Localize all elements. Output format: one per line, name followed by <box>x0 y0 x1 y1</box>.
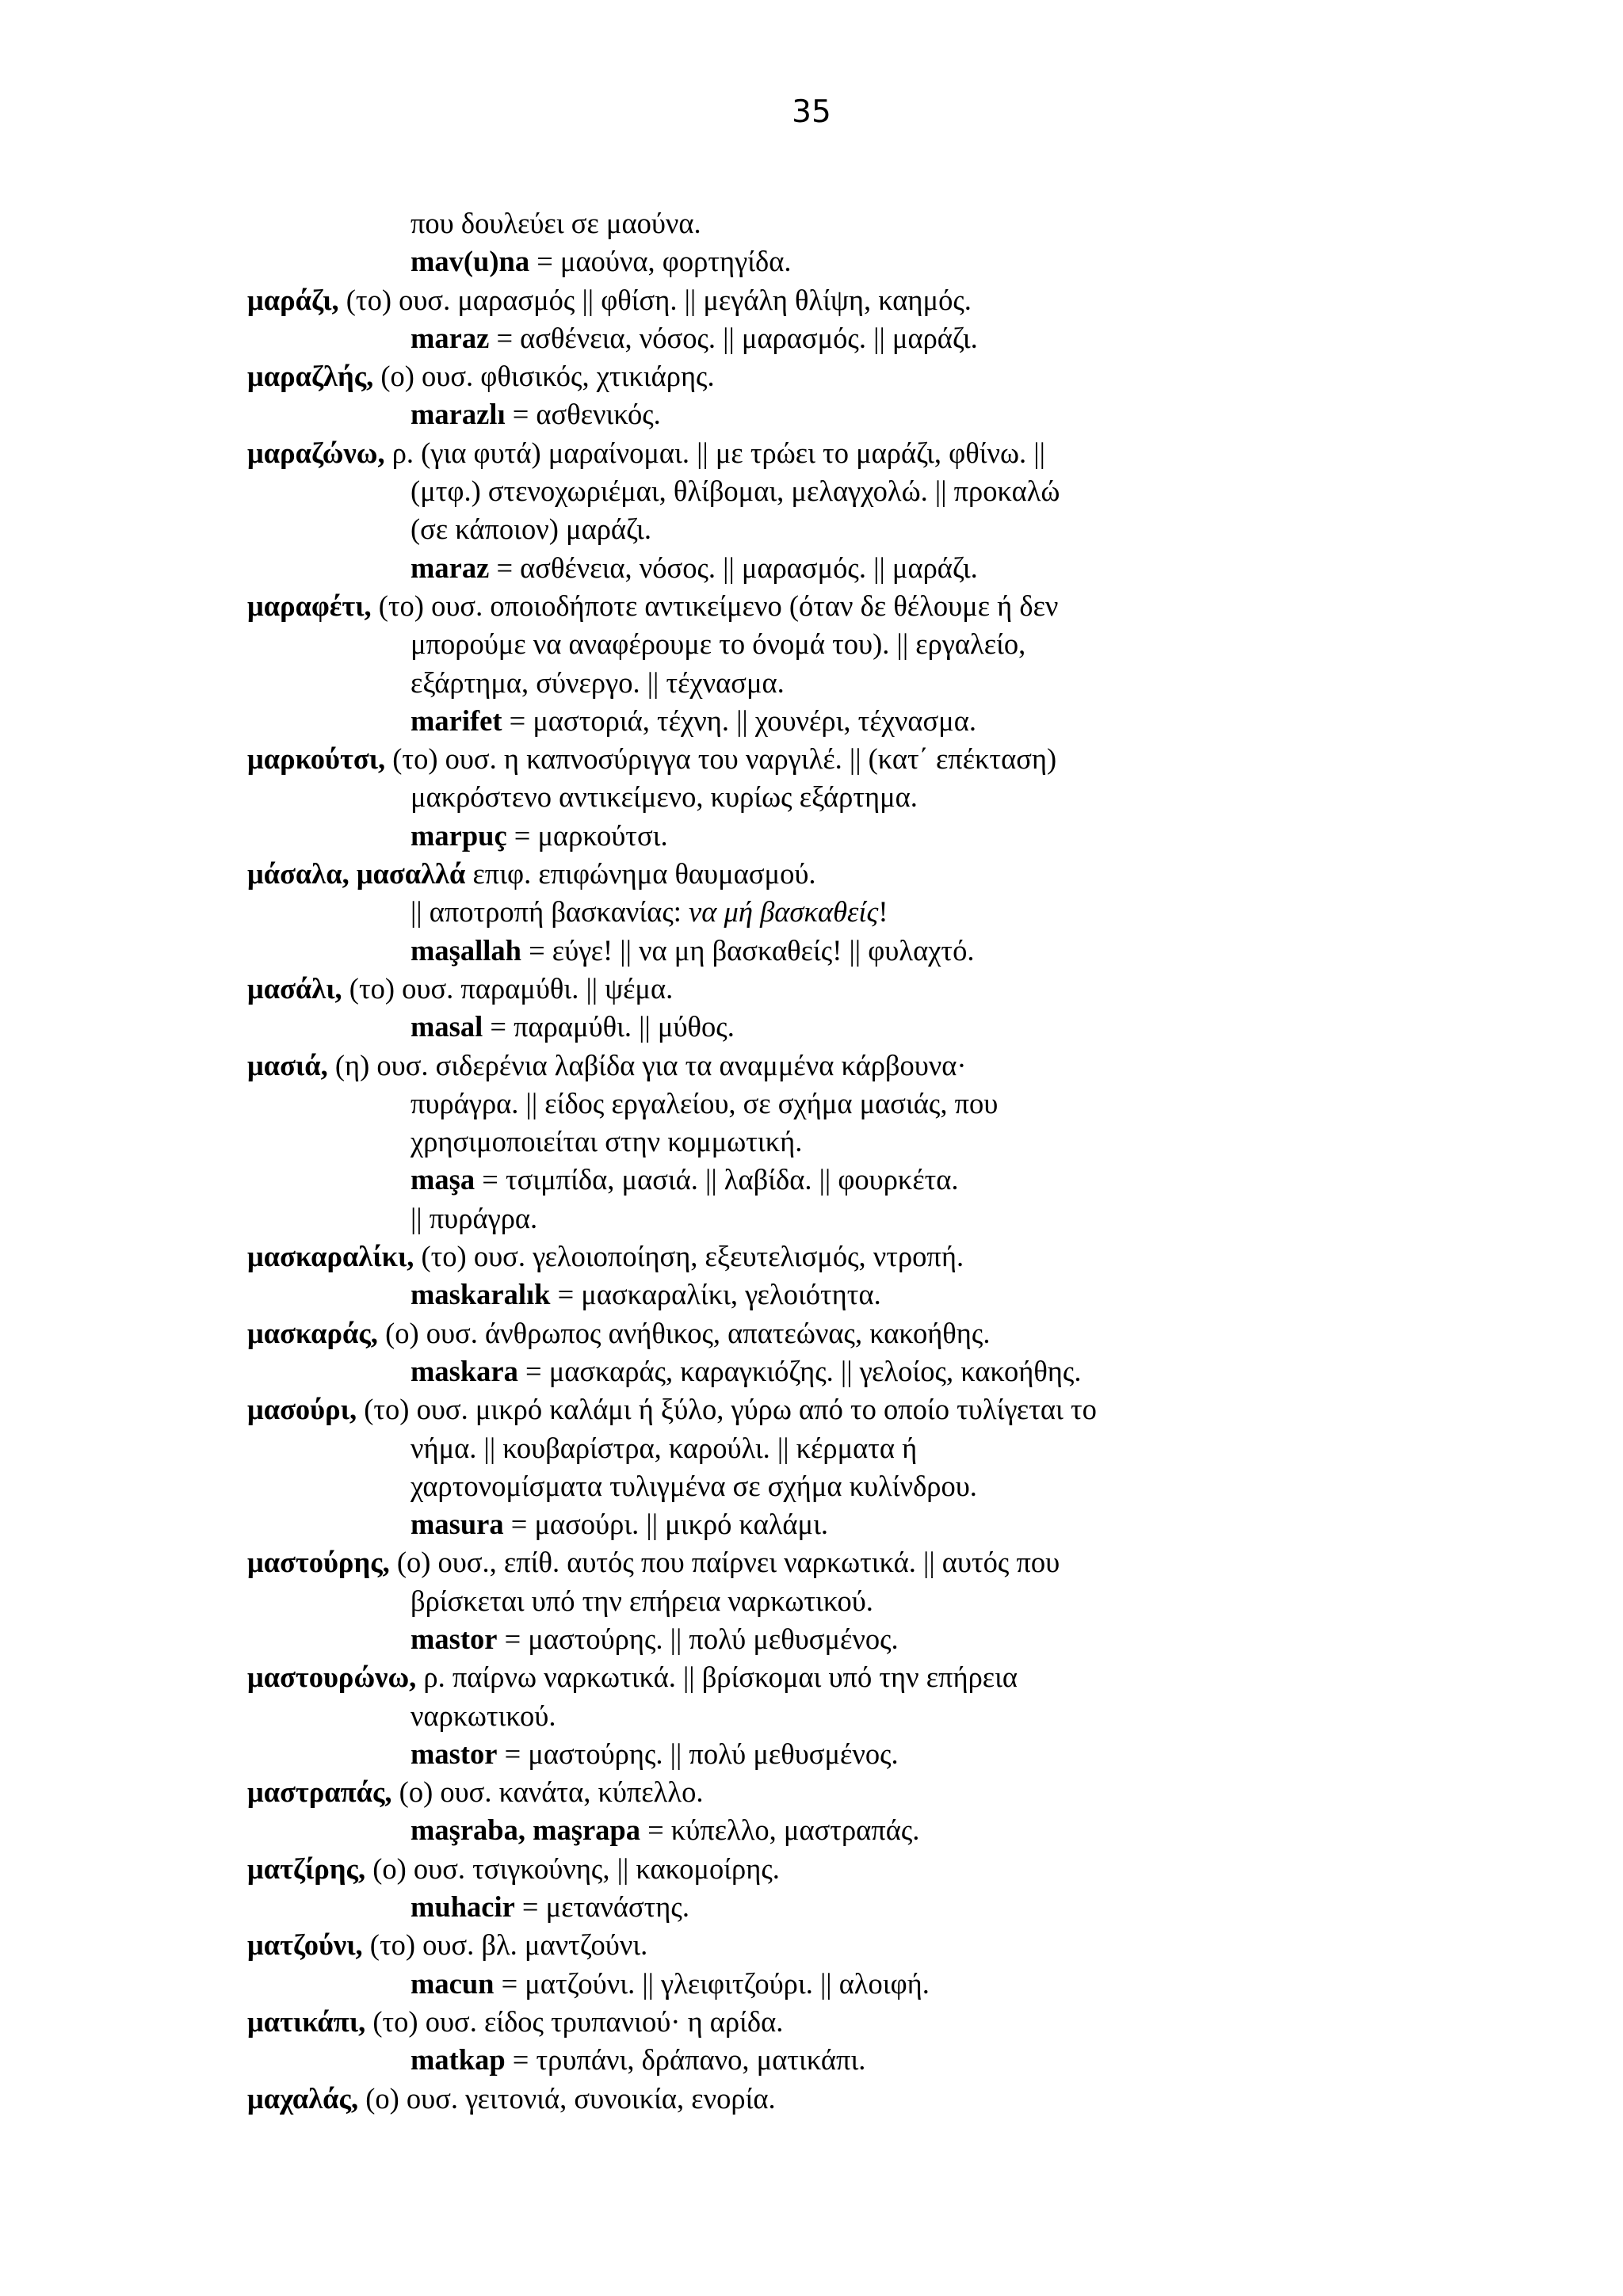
definition-text: (το) ουσ. μικρό καλάμι ή ξύλο, γύρω από το οποίο τυλίγεται το <box>357 1393 1097 1426</box>
turkish-term: maskaralık <box>411 1278 551 1311</box>
turkish-term: mastor <box>411 1737 498 1770</box>
entry-line <box>247 434 1515 472</box>
continuation-line <box>247 472 1515 510</box>
turkish-meaning: = τρυπάνι, δράπανο, ματικάπι. <box>505 2043 866 2077</box>
continuation-line <box>247 778 1515 816</box>
turkish-meaning: = τσιμπίδα, μασιά. || λαβίδα. || φουρκέτα. <box>475 1163 959 1196</box>
definition-text: μπορούμε να αναφέρουμε το όνομά του). || εργαλείο, <box>411 627 1026 661</box>
turkish-meaning: = μαστούρης. || πολύ μεθυσμένος. <box>497 1622 899 1655</box>
turkish-meaning: = μασκαράς, καραγκιόζης. || γελοίος, κακοήθης. <box>517 1354 1082 1387</box>
turkish-term: maraz <box>411 551 490 584</box>
headword: μαράζι, <box>247 283 339 316</box>
continuation-line <box>247 1123 1515 1161</box>
definition-text: χρησιμοποιείται στην κομμωτική. <box>411 1125 803 1158</box>
entry-line <box>247 1047 1515 1085</box>
turkish-meaning: = κύπελλο, μαστραπάς. <box>640 1814 920 1847</box>
example-phrase: να μή βασκαθείς <box>689 895 879 929</box>
turkish-term: maşraba, maşrapa <box>411 1814 640 1847</box>
turkish-meaning: = μαστοριά, τέχνη. || χουνέρι, τέχνασμα. <box>502 704 976 737</box>
etymology-line <box>247 1965 1515 2003</box>
continuation-line <box>247 625 1515 663</box>
etymology-line <box>247 1620 1515 1658</box>
turkish-meaning: = ασθενικός. <box>505 398 661 431</box>
etymology-line <box>247 1811 1515 1849</box>
headword: μαστραπάς, <box>247 1775 392 1809</box>
turkish-meaning: = ματζούνι. || γλειφιτζούρι. || αλοιφή. <box>494 1966 930 2000</box>
entry-line <box>247 1850 1515 1888</box>
definition-text: (ο) ουσ. κανάτα, κύπελλο. <box>391 1775 704 1809</box>
definition-text: πυράγρα. || είδος εργαλείου, σε σχήμα μασιάς, που <box>411 1086 999 1119</box>
definition-text: (ο) ουσ. γειτονιά, συνοικία, ενορία. <box>358 2081 776 2115</box>
headword: μάσαλα, μασαλλά <box>247 857 466 891</box>
turkish-meaning: = μαστούρης. || πολύ μεθυσμένος. <box>497 1737 899 1770</box>
etymology-line <box>247 1276 1515 1314</box>
headword: μαραφέτι, <box>247 589 372 622</box>
etymology-line <box>247 1888 1515 1926</box>
entry-line <box>247 281 1515 319</box>
continuation-line <box>247 1085 1515 1123</box>
entry-line <box>247 1390 1515 1428</box>
definition-text: ! <box>878 895 888 929</box>
headword: μασιά, <box>247 1048 328 1081</box>
entry-line <box>247 740 1515 778</box>
etymology-line <box>247 1505 1515 1543</box>
entry-line <box>247 1238 1515 1276</box>
entry-line <box>247 2003 1515 2041</box>
continuation-line <box>247 1697 1515 1735</box>
headword: μαστούρης, <box>247 1546 390 1579</box>
entry-line <box>247 1314 1515 1352</box>
definition-text: (ο) ουσ., επίθ. αυτός που παίρνει ναρκωτικά. || αυτός που <box>389 1546 1060 1579</box>
turkish-meaning: = μασκαραλίκι, γελοιότητα. <box>550 1278 881 1311</box>
headword: μασούρι, <box>247 1393 357 1426</box>
turkish-meaning: = ασθένεια, νόσος. || μαρασμός. || μαράζι. <box>489 551 978 584</box>
etymology-line <box>247 1161 1515 1199</box>
turkish-term: maraz <box>411 321 490 354</box>
turkish-term: maşa <box>411 1163 475 1196</box>
definition-text: (μτφ.) στενοχωριέμαι, θλίβομαι, μελαγχολώ. || προκαλώ <box>411 475 1060 508</box>
definition-text: (ο) ουσ. άνθρωπος ανήθικος, απατεώνας, κακοήθης. <box>377 1316 991 1349</box>
etymology-line <box>247 319 1515 357</box>
turkish-term: mastor <box>411 1622 498 1655</box>
headword: ματζούνι, <box>247 1928 363 1962</box>
turkish-meaning: = μασούρι. || μικρό καλάμι. <box>503 1508 829 1541</box>
definition-text: που δουλεύει σε μαούνα. <box>411 207 701 239</box>
continuation-line <box>247 1429 1515 1467</box>
entry-line <box>247 1543 1515 1581</box>
turkish-term: marpuç <box>411 818 507 852</box>
etymology-line <box>247 549 1515 587</box>
definition-text: ρ. (για φυτά) μαραίνομαι. || με τρώει το μαράζι, φθίνω. || <box>384 436 1045 469</box>
definition-text: (το) ουσ. οποιοδήποτε αντικείμενο (όταν δε θέλουμε ή δεν <box>371 589 1059 622</box>
definition-text: (το) ουσ. παραμύθι. || ψέμα. <box>342 971 674 1005</box>
turkish-term: masura <box>411 1508 504 1541</box>
turkish-meaning: = εύγε! || να μη βασκαθείς! || φυλαχτό. <box>521 933 975 967</box>
dictionary-entries <box>247 204 1515 2118</box>
headword: μασκαράς, <box>247 1316 378 1349</box>
entry-line <box>247 587 1515 625</box>
continuation-line <box>247 664 1515 702</box>
definition-text: (ο) ουσ. τσιγκούνης, || κακομοίρης. <box>365 1852 780 1885</box>
entry-line <box>247 1658 1515 1696</box>
definition-text: χαρτονομίσματα τυλιγμένα σε σχήμα κυλίνδρου. <box>411 1469 977 1502</box>
headword: μαχαλάς, <box>247 2081 359 2115</box>
page-number: 35 <box>792 94 831 130</box>
definition-text: (σε κάποιον) μαράζι. <box>411 513 651 546</box>
entry-line <box>247 1773 1515 1811</box>
entry-line <box>247 855 1515 893</box>
turkish-term: muhacir <box>411 1890 515 1924</box>
etymology-line <box>247 395 1515 433</box>
turkish-meaning: = παραμύθι. || μύθος. <box>483 1010 735 1043</box>
entry-line <box>247 357 1515 395</box>
turkish-term: maşallah <box>411 933 521 967</box>
continuation-line <box>247 510 1515 548</box>
turkish-term: marifet <box>411 704 502 737</box>
etymology-line <box>247 817 1515 855</box>
definition-text: (η) ουσ. σιδερένια λαβίδα για τα αναμμένα κάρβουνα· <box>327 1048 967 1081</box>
headword: μαστουρώνω, <box>247 1661 417 1694</box>
definition-text: ναρκωτικού. <box>411 1699 556 1732</box>
definition-text: εξάρτημα, σύνεργο. || τέχνασμα. <box>411 666 785 699</box>
definition-text: νήμα. || κουβαρίστρα, καρούλι. || κέρματα ή <box>411 1431 918 1464</box>
headword: μαραζλής, <box>247 360 374 393</box>
turkish-meaning: = μετανάστης. <box>514 1890 689 1924</box>
headword: μασάλι, <box>247 971 342 1005</box>
etymology-line <box>247 1352 1515 1390</box>
definition-text: || πυράγρα. <box>411 1201 538 1234</box>
definition-text: μακρόστενο αντικείμενο, κυρίως εξάρτημα. <box>411 780 918 814</box>
headword: ματικάπι, <box>247 2004 366 2038</box>
turkish-term: macun <box>411 1966 495 2000</box>
turkish-meaning: = ασθένεια, νόσος. || μαρασμός. || μαράζι. <box>489 321 978 354</box>
etymology-line <box>247 932 1515 970</box>
turkish-term: maskara <box>411 1354 518 1387</box>
entry-line <box>247 2080 1515 2118</box>
etymology-line <box>247 242 1515 280</box>
entry-line <box>247 970 1515 1008</box>
turkish-term: mav(u)na <box>411 245 530 278</box>
turkish-term: marazlı <box>411 398 506 431</box>
continuation-line <box>247 204 1515 242</box>
etymology-line <box>247 2041 1515 2079</box>
definition-text: ρ. παίρνω ναρκωτικά. || βρίσκομαι υπό την επήρεια <box>416 1661 1018 1694</box>
headword: μαραζώνω, <box>247 436 385 469</box>
definition-text: (το) ουσ. γελοιοποίηση, εξευτελισμός, ντροπή. <box>414 1240 964 1273</box>
definition-text: βρίσκεται υπό την επήρεια ναρκωτικού. <box>411 1584 873 1617</box>
definition-text: (το) ουσ. η καπνοσύριγγα του ναργιλέ. || (κατ΄ επέκταση) <box>385 742 1057 776</box>
turkish-term: matkap <box>411 2043 506 2077</box>
continuation-line <box>247 1199 1515 1238</box>
headword: ματζίρης, <box>247 1852 366 1885</box>
definition-text: (το) ουσ. είδος τρυπανιού· η αρίδα. <box>365 2004 784 2038</box>
continuation-line <box>247 893 1515 931</box>
definition-text: || αποτροπή βασκανίας: <box>411 895 689 929</box>
definition-text: (το) ουσ. μαρασμός || φθίση. || μεγάλη θλίψη, καημός. <box>338 283 972 316</box>
etymology-line <box>247 1735 1515 1773</box>
continuation-line <box>247 1582 1515 1620</box>
continuation-line <box>247 1467 1515 1505</box>
turkish-meaning: = μαούνα, φορτηγίδα. <box>529 245 792 278</box>
definition-text: επιφ. επιφώνημα θαυμασμού. <box>465 857 816 891</box>
definition-text: (ο) ουσ. φθισικός, χτικιάρης. <box>373 360 715 393</box>
etymology-line <box>247 1008 1515 1046</box>
turkish-term: masal <box>411 1010 483 1043</box>
entry-line <box>247 1926 1515 1964</box>
definition-text: (το) ουσ. βλ. μαντζούνι. <box>362 1928 648 1962</box>
turkish-meaning: = μαρκούτσι. <box>506 818 668 852</box>
etymology-line <box>247 702 1515 740</box>
headword: μασκαραλίκι, <box>247 1240 414 1273</box>
headword: μαρκούτσι, <box>247 742 386 776</box>
